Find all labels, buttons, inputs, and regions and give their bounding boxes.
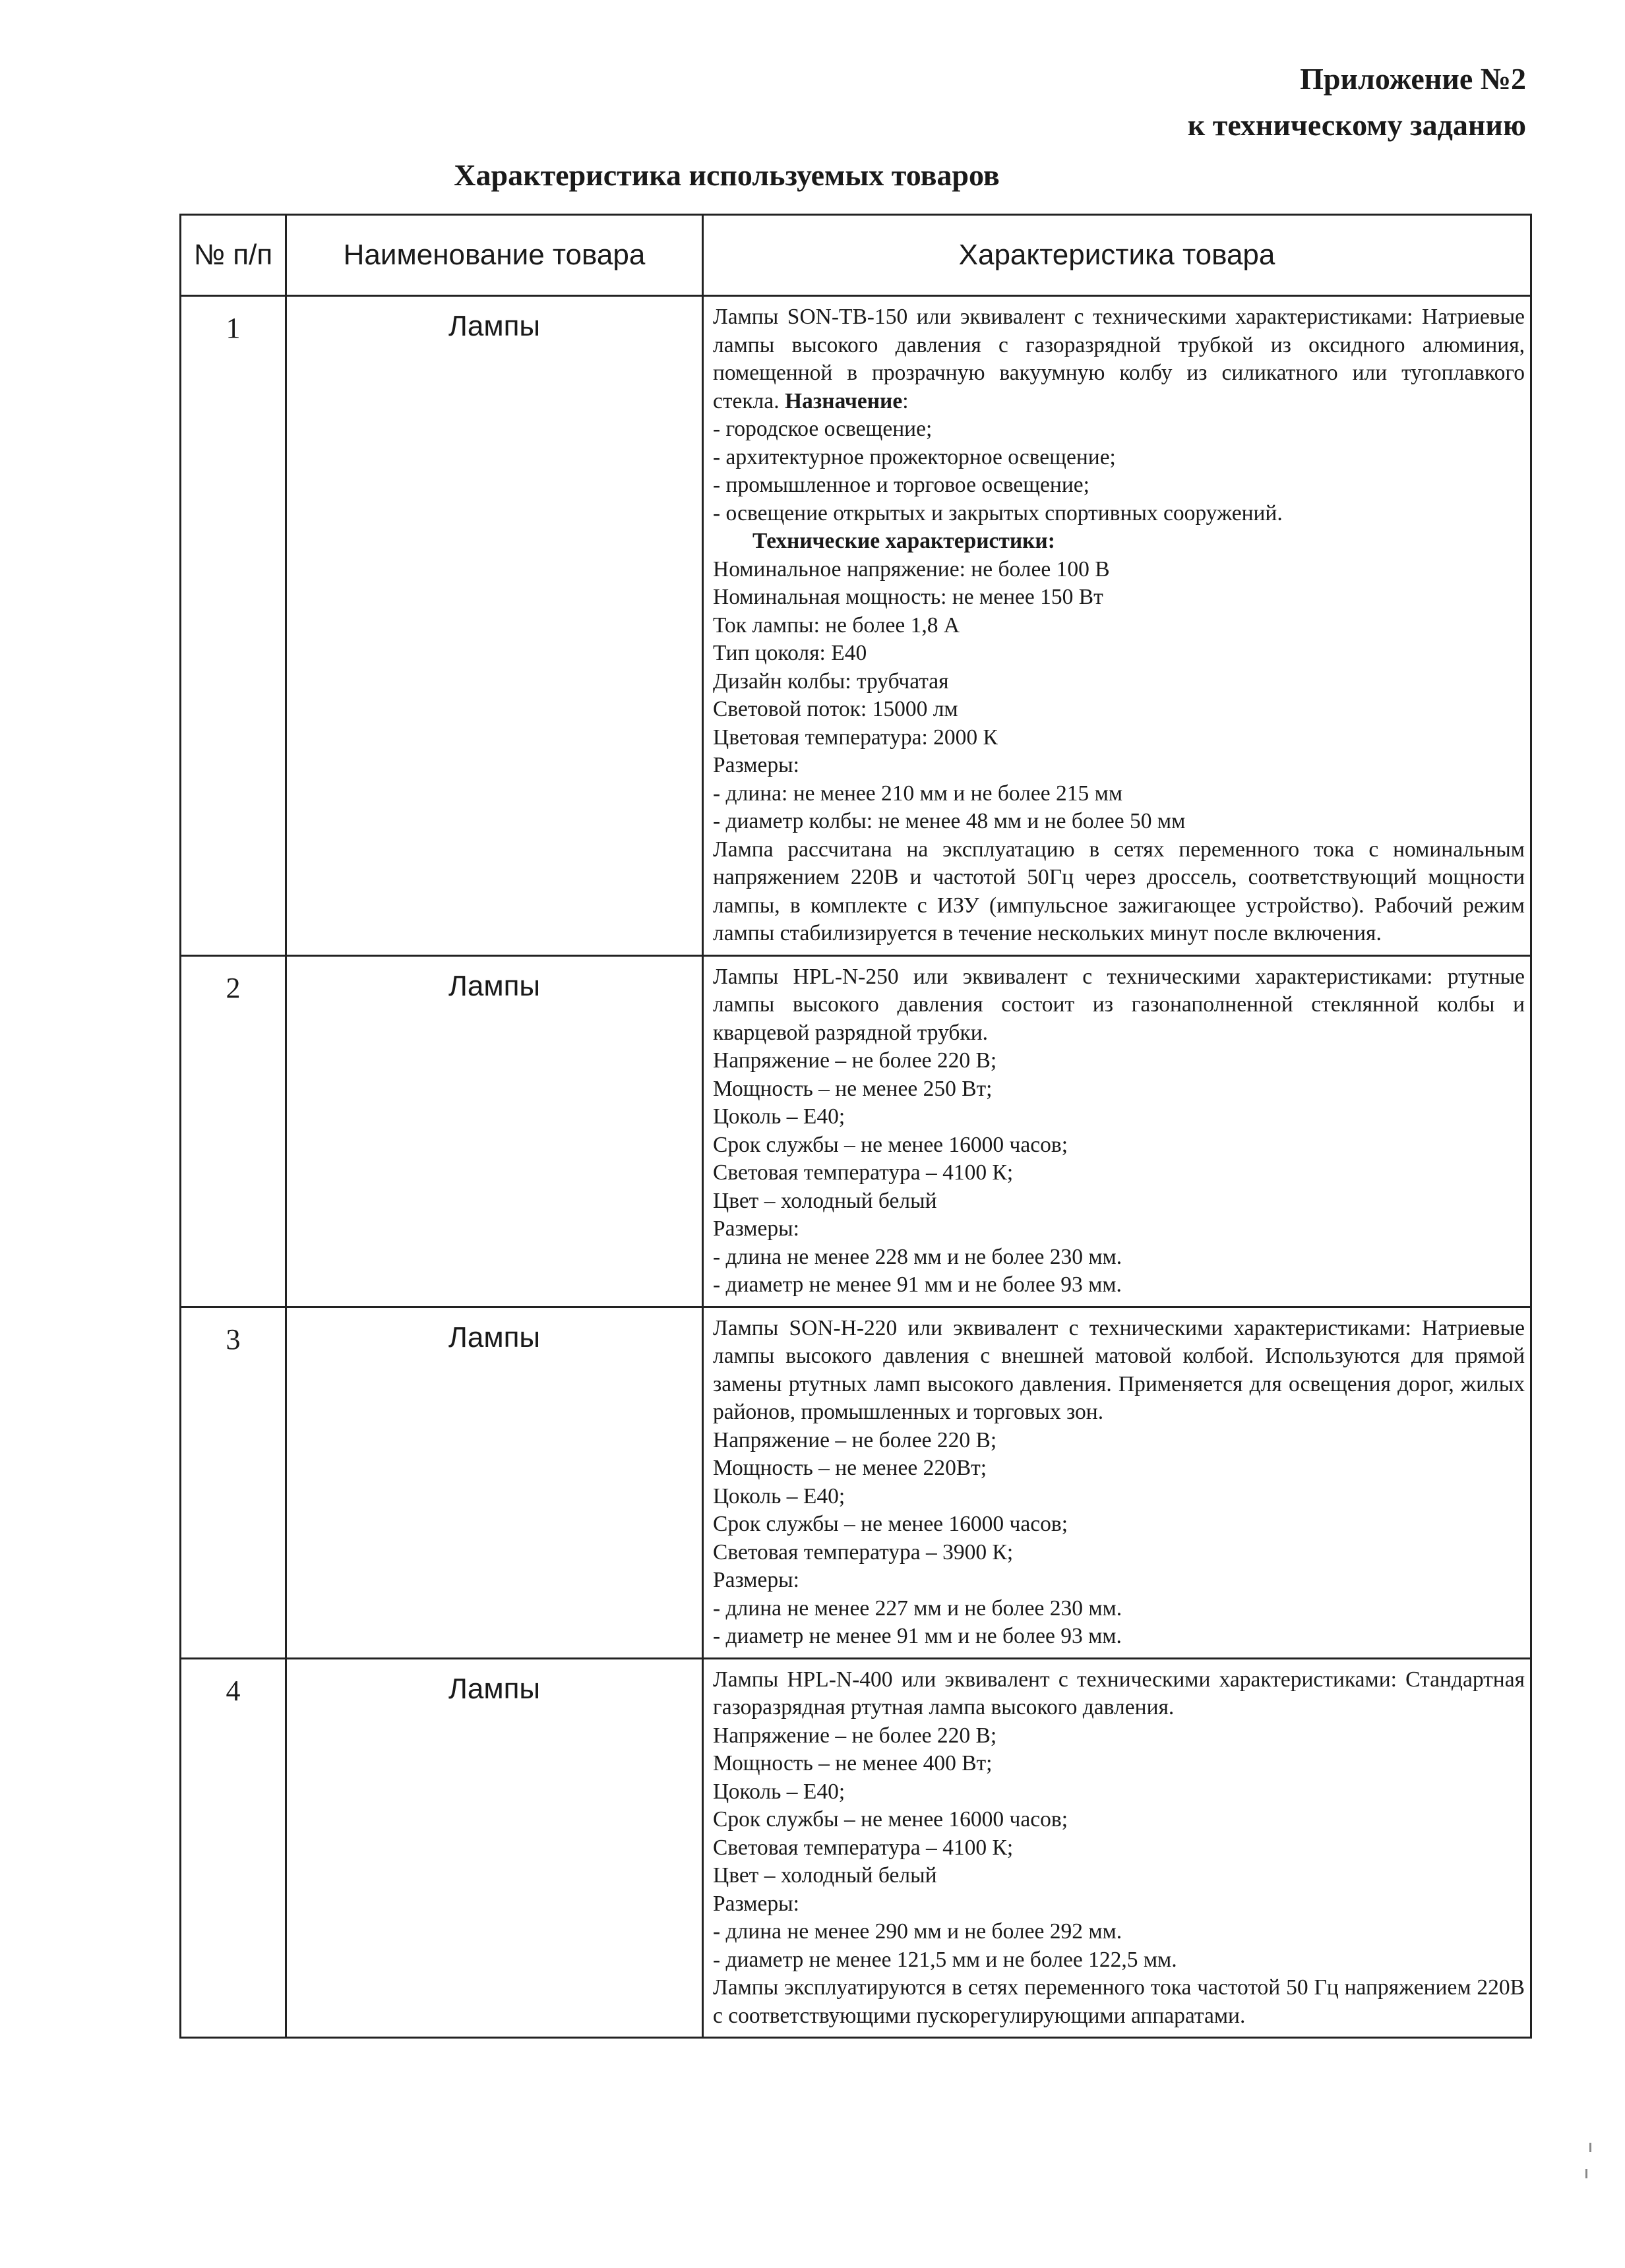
product-characteristics xyxy=(703,1658,1531,2038)
spec-line: - диаметр не менее 91 мм и не более 93 мм. xyxy=(713,1272,1122,1297)
spec-line: Номинальное напряжение: не более 100 В xyxy=(713,556,1110,582)
product-name: Лампы xyxy=(286,955,703,1307)
spec-line: Срок службы – не менее 16000 часов; xyxy=(713,1132,1068,1157)
spec-line: - освещение открытых и закрытых спортивных сооружений. xyxy=(713,500,1283,525)
spec-line: Цвет – холодный белый xyxy=(713,1863,937,1888)
spec-line: - диаметр не менее 121,5 мм и не более 122,5 мм. xyxy=(713,1947,1177,1972)
column-header-number: № п/п xyxy=(181,215,286,296)
product-intro: Лампы SON-H-220 или эквивалент с техническими характеристиками: Натриевые лампы высокого давления с внешней матовой колбой. Используются для прямой замены ртутных ламп высокого давления. Применяется для освещения дорог, жилых районов, промышленных и торговых зон. xyxy=(713,1315,1525,1424)
purpose-label: Назначение xyxy=(785,388,903,413)
spec-line: Мощность – не менее 400 Вт; xyxy=(713,1751,993,1776)
spec-line: - диаметр не менее 91 мм и не более 93 мм. xyxy=(713,1624,1122,1648)
spec-line: - архитектурное прожекторное освещение; xyxy=(713,444,1116,469)
table-row xyxy=(181,296,1531,956)
spec-line: Цоколь – Е40; xyxy=(713,1104,845,1129)
scan-artifact xyxy=(1585,2169,1587,2178)
spec-line: - городское освещение; xyxy=(713,417,933,441)
table-row xyxy=(181,1658,1531,2038)
spec-line: Световая температура – 4100 К; xyxy=(713,1835,1014,1860)
spec-line: Напряжение – не более 220 В; xyxy=(713,1427,997,1452)
spec-line: Световая температура – 3900 К; xyxy=(713,1539,1014,1565)
spec-line: Размеры: xyxy=(713,1891,799,1916)
spec-line: - длина не менее 228 мм и не более 230 мм. xyxy=(713,1244,1122,1269)
spec-line: - длина: не менее 210 мм и не более 215 мм xyxy=(713,781,1123,806)
document-title: Характеристика используемых товаров xyxy=(454,158,1000,192)
spec-line: Ток лампы: не более 1,8 А xyxy=(713,612,960,638)
spec-line: Напряжение – не более 220 В; xyxy=(713,1723,997,1748)
spec-line: Цоколь – Е40; xyxy=(713,1483,845,1508)
row-number: 1 xyxy=(181,296,286,956)
column-header-name: Наименование товара xyxy=(286,215,703,296)
spec-line: Цвет – холодный белый xyxy=(713,1188,937,1213)
spec-line: - промышленное и торговое освещение; xyxy=(713,473,1089,497)
spec-line: Срок службы – не менее 16000 часов; xyxy=(713,1807,1068,1832)
spec-line: Тип цоколя: Е40 xyxy=(713,641,867,665)
usage-note: Лампы эксплуатируются в сетях переменного тока частотой 50 Гц напряжением 220В с соответствующими пускорегулирующими аппаратами. xyxy=(713,1975,1525,2028)
product-characteristics xyxy=(703,955,1531,1307)
product-name: Лампы xyxy=(286,1658,703,2038)
spec-line: Размеры: xyxy=(713,753,799,777)
product-intro: Лампы SON-TB-150 или эквивалент с техническими характеристиками: Натриевые лампы высокого давления с газоразрядной трубкой из оксидного алюминия, помещенной в прозрачную вакуумную колбу из силикатного или тугоплавкого стекла. Назначение: xyxy=(713,305,1525,413)
column-header-characteristics: Характеристика товара xyxy=(703,215,1531,296)
spec-line: Цоколь – Е40; xyxy=(713,1779,845,1804)
row-number: 3 xyxy=(181,1307,286,1658)
row-number: 2 xyxy=(181,955,286,1307)
spec-line: Размеры: xyxy=(713,1568,799,1592)
table-row xyxy=(181,955,1531,1307)
spec-line: - длина не менее 290 мм и не более 292 мм. xyxy=(713,1919,1122,1944)
product-intro: Лампы HPL-N-250 или эквивалент с техническими характеристиками: ртутные лампы высокого давления состоит из газонаполненной стеклянной колбы и кварцевой разрядной трубки. xyxy=(713,964,1525,1045)
spec-line: Дизайн колбы: трубчатая xyxy=(713,669,949,694)
goods-table xyxy=(179,214,1532,2039)
table-row xyxy=(181,1307,1531,1658)
tech-specs-heading: Технические характеристики: xyxy=(752,529,1055,553)
spec-line: Световая температура – 4100 К; xyxy=(713,1160,1014,1185)
product-characteristics xyxy=(703,1307,1531,1658)
scan-artifact xyxy=(1589,2143,1591,2152)
spec-line: Номинальная мощность: не менее 150 Вт xyxy=(713,585,1103,609)
spec-line: Цветовая температура: 2000 К xyxy=(713,725,998,750)
spec-line: Мощность – не менее 220Вт; xyxy=(713,1456,987,1480)
spec-line: Световой поток: 15000 лм xyxy=(713,697,958,721)
product-name: Лампы xyxy=(286,296,703,956)
product-name: Лампы xyxy=(286,1307,703,1658)
spec-line: - длина не менее 227 мм и не более 230 мм. xyxy=(713,1596,1122,1621)
table-header-row xyxy=(181,215,1531,296)
appendix-reference: к техническому заданию xyxy=(1187,108,1526,142)
row-number: 4 xyxy=(181,1658,286,2038)
spec-line: Размеры: xyxy=(713,1216,799,1241)
spec-line: Напряжение – не более 220 В; xyxy=(713,1048,997,1073)
spec-line: Мощность – не менее 250 Вт; xyxy=(713,1076,993,1101)
spec-line: Срок службы – не менее 16000 часов; xyxy=(713,1512,1068,1536)
usage-note: Лампа рассчитана на эксплуатацию в сетях переменного тока с номинальным напряжением 220В и частотой 50Гц через дроссель, соответствующий мощности лампы, в комплекте с ИЗУ (импульсное зажигающее устройство). Рабочий режим лампы стабилизируется в течение нескольких минут после включения. xyxy=(713,837,1525,945)
appendix-number: Приложение №2 xyxy=(1300,62,1526,96)
product-characteristics xyxy=(703,296,1531,956)
spec-line: - диаметр колбы: не менее 48 мм и не более 50 мм xyxy=(713,809,1186,833)
product-intro: Лампы HPL-N-400 или эквивалент с техническими характеристиками: Стандартная газоразрядная ртутная лампа высокого давления. xyxy=(713,1667,1525,1719)
